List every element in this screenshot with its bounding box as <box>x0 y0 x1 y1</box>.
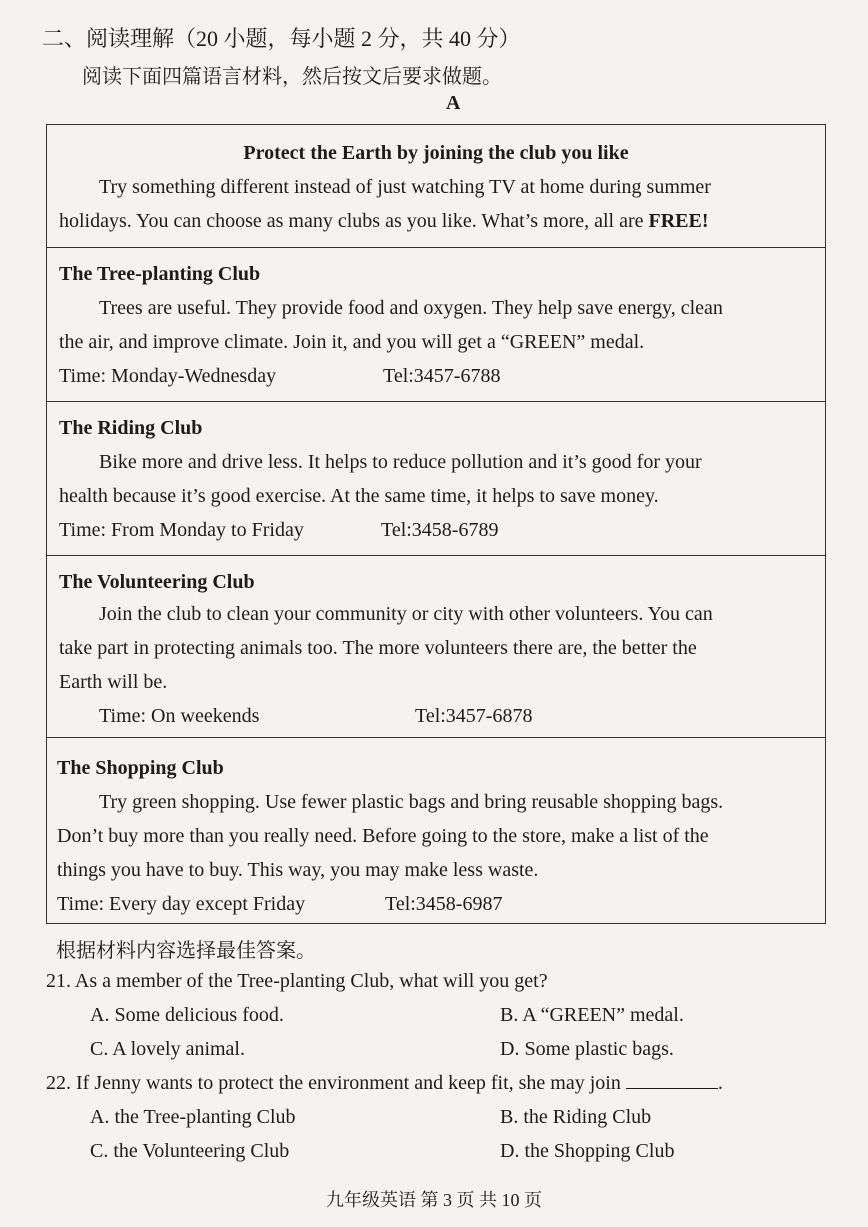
club-time: Time: Every day except Friday <box>57 893 306 915</box>
section-instruction: 阅读下面四篇语言材料，然后按文后要求做题。 <box>82 66 502 88</box>
club-tree-planting <box>47 247 825 401</box>
option-21-b: B. A “GREEN” medal. <box>500 1004 684 1026</box>
club-description-line: Trees are useful. They provide food and oxygen. They help save energy, clean <box>99 297 723 319</box>
club-riding <box>47 401 825 555</box>
club-table <box>46 124 826 924</box>
club-tel: Tel:3457-6878 <box>415 705 533 727</box>
club-volunteering <box>47 555 825 737</box>
question-stem-22-text: 22. If Jenny wants to protect the environment and keep fit, she may join <box>46 1072 621 1094</box>
club-tel: Tel:3457-6788 <box>383 365 501 387</box>
club-shopping <box>47 737 825 923</box>
option-22-d: D. the Shopping Club <box>500 1140 675 1162</box>
club-time: Time: From Monday to Friday <box>59 519 304 541</box>
questions-instruction: 根据材料内容选择最佳答案。 <box>56 940 316 962</box>
page-footer: 九年级英语 第 3 页 共 10 页 <box>326 1190 542 1210</box>
intro-line-2 <box>59 211 709 231</box>
club-description-line: Earth will be. <box>59 671 168 693</box>
club-name: The Riding Club <box>59 417 203 439</box>
free-emphasis: FREE! <box>648 210 709 232</box>
club-description-line: things you have to buy. This way, you may make less waste. <box>57 859 539 881</box>
passage-letter: A <box>446 92 461 114</box>
club-description-line: Try green shopping. Use fewer plastic bags and bring reusable shopping bags. <box>99 791 724 813</box>
club-time: Time: Monday-Wednesday <box>59 365 277 387</box>
option-22-b: B. the Riding Club <box>500 1106 652 1128</box>
club-tel: Tel:3458-6789 <box>381 519 499 541</box>
answer-blank <box>626 1072 718 1089</box>
club-description-line: health because it’s good exercise. At the same time, it helps to save money. <box>59 485 659 507</box>
option-21-a: A. Some delicious food. <box>90 1004 284 1026</box>
club-description-line: the air, and improve climate. Join it, and you will get a “GREEN” medal. <box>59 331 645 353</box>
club-description-line: Don’t buy more than you really need. Before going to the store, make a list of the <box>57 825 709 847</box>
club-name: The Shopping Club <box>57 757 224 779</box>
club-description-line: Join the club to clean your community or city with other volunteers. You can <box>99 603 713 625</box>
club-description-line: Bike more and drive less. It helps to reduce pollution and it’s good for your <box>99 451 702 473</box>
club-tel: Tel:3458-6987 <box>385 893 503 915</box>
question-stem-21: 21. As a member of the Tree-planting Club, what will you get? <box>46 970 548 992</box>
intro-line-2-text: holidays. You can choose as many clubs as you like. What’s more, all are <box>59 210 649 232</box>
club-description-line: take part in protecting animals too. The more volunteers there are, the better the <box>59 637 697 659</box>
option-21-d: D. Some plastic bags. <box>500 1038 674 1060</box>
club-name: The Tree-planting Club <box>59 263 261 285</box>
intro-cell <box>47 125 825 247</box>
passage-heading: Protect the Earth by joining the club you like <box>243 142 629 164</box>
club-time: Time: On weekends <box>99 705 260 727</box>
club-name: The Volunteering Club <box>59 571 255 593</box>
section-title: 二、阅读理解（20 小题，每小题 2 分，共 40 分） <box>42 26 521 51</box>
intro-line-1: Try something different instead of just watching TV at home during summer <box>99 176 711 198</box>
question-stem-22-end: . <box>717 1072 723 1094</box>
option-21-c: C. A lovely animal. <box>90 1038 245 1060</box>
option-22-a: A. the Tree-planting Club <box>90 1106 296 1128</box>
question-stem-22 <box>46 1072 723 1095</box>
option-22-c: C. the Volunteering Club <box>90 1140 290 1162</box>
